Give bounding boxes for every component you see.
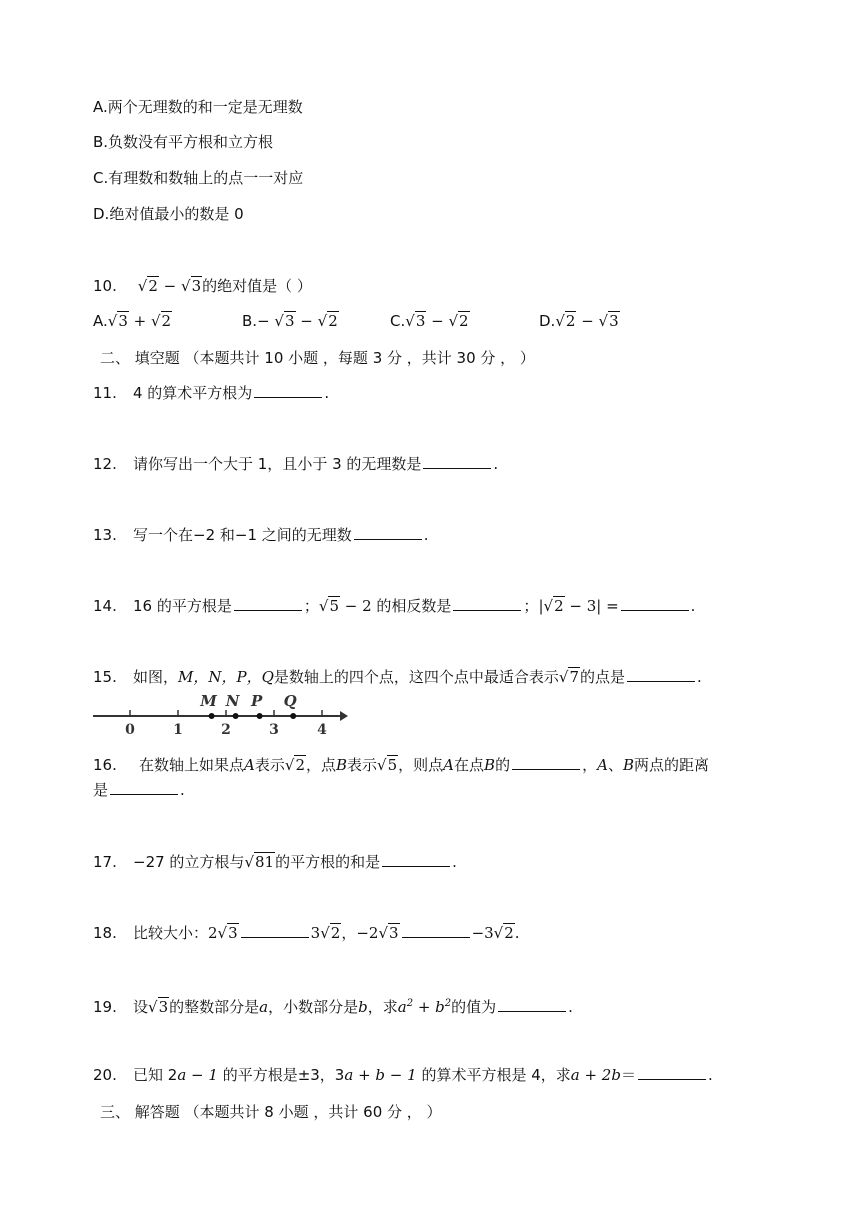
math-expression: √3	[148, 998, 169, 1016]
period: .	[423, 526, 429, 544]
question-text: 表示	[254, 756, 285, 774]
question-text: 在数轴上如果点	[139, 756, 245, 774]
period: .	[180, 781, 185, 799]
math-expression: √2 − √3	[137, 277, 202, 295]
question-text: 比较大小：	[133, 924, 209, 942]
question-number: 20.	[93, 1066, 117, 1084]
point-marker	[257, 713, 263, 719]
math-variable: b	[358, 998, 368, 1016]
question-text: ，小数部分是	[268, 998, 359, 1016]
question-20	[93, 1065, 713, 1085]
question-text: 设	[133, 998, 149, 1016]
question-text: 的点是	[580, 668, 626, 686]
answer-blank[interactable]	[254, 383, 322, 398]
number-line-figure	[90, 685, 350, 741]
period: .	[697, 668, 702, 686]
math-variable: B	[622, 756, 634, 774]
math-expression: −3√2	[471, 924, 514, 942]
answer-blank[interactable]	[423, 454, 491, 469]
math-variable: B	[484, 756, 496, 774]
math-variable: a	[259, 998, 269, 1016]
question-text: 的平方根是±3，3	[222, 1066, 345, 1084]
question-19	[93, 994, 573, 1017]
question-text: −27 的立方根与	[133, 853, 245, 871]
answer-blank[interactable]	[234, 596, 302, 611]
math-expression: √5	[377, 756, 398, 774]
question-18	[93, 923, 520, 943]
question-text: 的算术平方根是 4，求	[421, 1066, 571, 1084]
q9-option-b: B.负数没有平方根和立方根	[93, 133, 274, 151]
question-10	[93, 276, 312, 296]
question-text: 的平方根的和是	[275, 853, 381, 871]
question-text: ＝	[620, 1066, 636, 1084]
question-number: 15.	[93, 668, 117, 686]
point-marker	[209, 713, 215, 719]
question-text: ，	[582, 756, 598, 774]
answer-blank[interactable]	[453, 596, 521, 611]
math-expression: √5 − 2	[318, 597, 377, 615]
question-text: ，则点	[398, 756, 444, 774]
q9-option-c: C.有理数和数轴上的点一一对应	[93, 169, 304, 187]
answer-blank[interactable]	[512, 755, 580, 770]
question-text: 表示	[347, 756, 378, 774]
period: .	[568, 998, 573, 1016]
tick-label: 0	[125, 722, 135, 738]
question-text: 写一个在−2 和−1 之间的无理数	[133, 526, 352, 544]
question-text: 在点	[454, 756, 485, 774]
point-marker	[290, 713, 296, 719]
separator: ；	[523, 597, 539, 615]
question-text: 的值为	[451, 998, 497, 1016]
tick-label: 1	[173, 722, 183, 738]
question-17	[93, 852, 457, 872]
point-label: M	[200, 692, 217, 710]
question-text: 是数轴上的四个点，这四个点中最适合表示	[273, 668, 559, 686]
equals-sign: =	[606, 597, 619, 615]
question-text: ，	[341, 924, 357, 942]
q10-option-b: B.− √3 − √2	[242, 312, 338, 330]
q10-option-a: A.√3 + √2	[93, 312, 172, 330]
question-text: ，求	[367, 998, 398, 1016]
arrow-icon	[340, 711, 348, 721]
question-14	[93, 596, 695, 616]
question-15	[93, 667, 702, 687]
answer-blank[interactable]	[110, 780, 178, 795]
math-expression: $a^2 + b^2$	[397, 998, 452, 1016]
question-12	[93, 454, 498, 474]
question-number: 12.	[93, 455, 117, 473]
point-label: Q	[283, 692, 297, 710]
math-expression: 2√3	[208, 924, 238, 942]
question-text: 请你写出一个大于 1，且小于 3 的无理数是	[133, 455, 422, 473]
math-variable: A	[597, 756, 608, 774]
question-13	[93, 525, 429, 545]
question-text: 是	[93, 781, 109, 799]
section-2-title: 二、 填空题 （本题共计 10 小题 ，每题 3 分 ，共计 30 分 ， ）	[100, 349, 535, 367]
math-variable: B	[336, 756, 348, 774]
question-number: 14.	[93, 597, 117, 615]
math-expression: a + 2b	[570, 1066, 621, 1084]
question-text: 的相反数是	[376, 597, 452, 615]
answer-blank[interactable]	[621, 596, 689, 611]
period: .	[707, 1066, 713, 1084]
question-text: 两点的距离	[633, 756, 709, 774]
question-text: 16 的平方根是	[133, 597, 232, 615]
question-16-line-2	[93, 780, 185, 800]
question-text: 已知 2	[133, 1066, 178, 1084]
point-label: P	[250, 692, 263, 710]
question-number: 11.	[93, 384, 117, 402]
period: .	[493, 455, 499, 473]
math-expression: a + b − 1	[344, 1066, 422, 1084]
question-number: 16.	[93, 756, 117, 774]
period: .	[690, 597, 696, 615]
question-text: 、	[607, 756, 623, 774]
tick-label: 4	[317, 722, 327, 738]
answer-blank[interactable]	[498, 997, 566, 1012]
point-marker	[233, 713, 239, 719]
answer-blank[interactable]	[382, 852, 450, 867]
math-expression: 3√2	[310, 924, 341, 942]
math-variable: A	[244, 756, 255, 774]
math-expression: √2	[284, 756, 305, 774]
period: .	[452, 853, 457, 871]
section-3-title: 三、 解答题 （本题共计 8 小题 ，共计 60 分 ， ）	[100, 1103, 442, 1121]
math-expression: |√2 − 3|	[538, 597, 607, 615]
answer-blank[interactable]	[627, 667, 695, 682]
math-expression: a − 1	[177, 1066, 223, 1084]
question-16	[93, 755, 709, 775]
question-number: 18.	[93, 924, 117, 942]
math-variable: A	[443, 756, 455, 774]
q9-option-a: A.两个无理数的和一定是无理数	[93, 98, 303, 116]
period: .	[324, 384, 330, 402]
q9-option-d: D.绝对值最小的数是 0	[93, 205, 244, 223]
question-number: 19.	[93, 998, 117, 1016]
question-text: 的整数部分是	[169, 998, 260, 1016]
question-text: 的绝对值是（ ）	[202, 277, 312, 295]
math-expression: √7	[558, 668, 580, 686]
answer-blank[interactable]	[402, 923, 470, 938]
question-text: ，点	[305, 756, 336, 774]
question-number: 10.	[93, 277, 117, 295]
question-number: 13.	[93, 526, 117, 544]
tick-label: 2	[221, 722, 231, 738]
question-number: 17.	[93, 853, 117, 871]
separator: ；	[303, 597, 319, 615]
period: .	[514, 924, 520, 942]
math-variables: M，N，P，Q	[178, 668, 274, 686]
math-expression: √81	[244, 853, 275, 871]
answer-blank[interactable]	[241, 923, 309, 938]
point-label: N	[225, 692, 240, 710]
tick-label: 3	[269, 722, 279, 738]
question-text: 的	[495, 756, 511, 774]
question-11	[93, 383, 329, 403]
q10-option-c: C.√3 − √2	[390, 312, 469, 330]
question-text: 4 的算术平方根为	[133, 384, 253, 402]
answer-blank[interactable]	[354, 525, 422, 540]
question-text: 如图，	[133, 668, 179, 686]
q10-option-d: D.√2 − √3	[539, 312, 619, 330]
math-expression: −2√3	[356, 924, 399, 942]
answer-blank[interactable]	[638, 1065, 706, 1080]
